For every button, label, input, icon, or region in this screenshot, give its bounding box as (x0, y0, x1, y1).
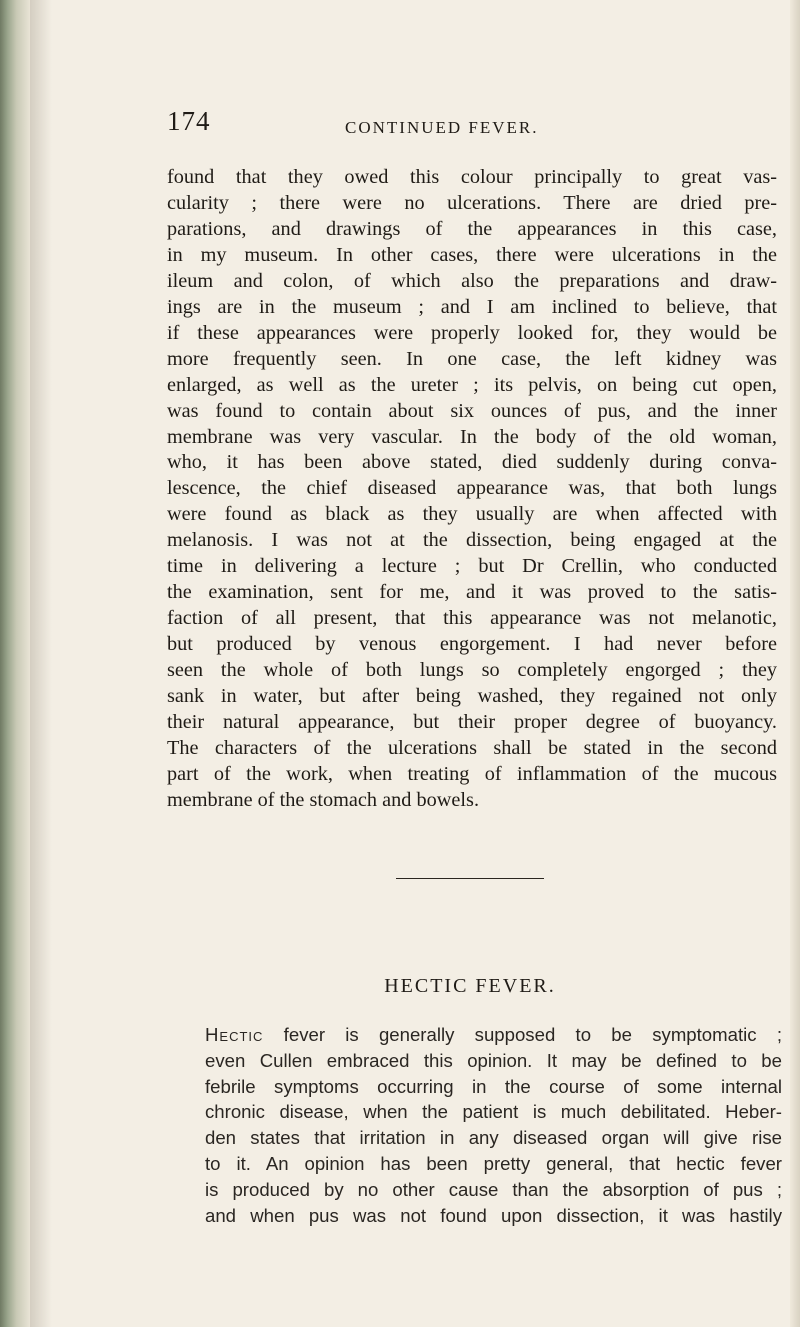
text-line: melanosis. I was not at the dissection, being engaged at the (167, 529, 777, 552)
text-line: lescence, the chief diseased appearance was, that both lungs (167, 477, 777, 500)
text-line: membrane of the stomach and bowels. (167, 788, 480, 811)
text-line: were found as black as they usually are when affected with (167, 503, 777, 526)
text-line: and when pus was not found upon dissection, it was hastily (205, 1204, 782, 1226)
text-line: membrane was very vascular. In the body of the old woman, (167, 425, 777, 448)
text-line (205, 1022, 782, 1048)
text-line: is produced by no other cause than the absorption of pus ; (205, 1178, 782, 1200)
text-line: enlarged, as well as the ureter ; its pelvis, on being cut open, (167, 373, 777, 396)
text-line: who, it has been above stated, died suddenly during conva- (167, 451, 777, 474)
text-line: time in delivering a lecture ; but Dr Crellin, who conducted (167, 555, 777, 578)
text-line: den states that irritation in any diseased organ will give rise (205, 1127, 782, 1149)
text-line: but produced by venous engorgement. I had never before (167, 633, 777, 656)
page-binding-edge (0, 0, 30, 1327)
text-line: if these appearances were properly looked for, they would be (167, 321, 777, 344)
text-line: their natural appearance, but their proper degree of buoyancy. (167, 711, 777, 734)
text-line: was found to contain about six ounces of pus, and the inner (167, 399, 777, 422)
text-line: faction of all present, that this appearance was not melanotic, (167, 607, 777, 630)
page-right-edge (790, 0, 800, 1327)
text-line: more frequently seen. In one case, the left kidney was (167, 347, 777, 370)
text-line: The characters of the ulcerations shall be stated in the second (167, 736, 777, 759)
text-line: chronic disease, when the patient is much debilitated. Heber- (205, 1101, 782, 1123)
text-line: the examination, sent for me, and it was proved to the satis- (167, 581, 777, 604)
text-line: febrile symptoms occurring in the course of some internal (205, 1075, 782, 1097)
gutter-shadow (30, 0, 52, 1327)
section-heading: HECTIC FEVER. (384, 975, 556, 997)
lead-word: Hectic (205, 1024, 264, 1045)
running-head: CONTINUED FEVER. (345, 118, 539, 137)
text-line: sank in water, but after being washed, they regained not only (167, 685, 777, 708)
paragraph-hectic-fever (205, 1022, 782, 1228)
page-number: 174 (167, 106, 211, 136)
text-line: seen the whole of both lungs so completely engorged ; they (167, 659, 777, 682)
text-line: to it. An opinion has been pretty general, that hectic fever (205, 1152, 782, 1174)
text-line-rest: fever is generally supposed to be symptomatic ; (263, 1024, 782, 1045)
text-line: found that they owed this colour principally to great vas- (167, 166, 777, 188)
text-line: ileum and colon, of which also the preparations and draw- (167, 269, 777, 292)
paragraph-continued-fever (167, 165, 777, 814)
text-line: in my museum. In other cases, there were ulcerations in the (167, 243, 777, 266)
text-line: even Cullen embraced this opinion. It may be defined to be (205, 1049, 782, 1071)
section-divider-rule (396, 878, 544, 879)
text-line: ings are in the museum ; and I am inclined to believe, that (167, 295, 777, 318)
text-line: cularity ; there were no ulcerations. There are dried pre- (167, 191, 777, 214)
text-line: part of the work, when treating of inflammation of the mucous (167, 762, 777, 785)
text-line: parations, and drawings of the appearances in this case, (167, 217, 777, 240)
